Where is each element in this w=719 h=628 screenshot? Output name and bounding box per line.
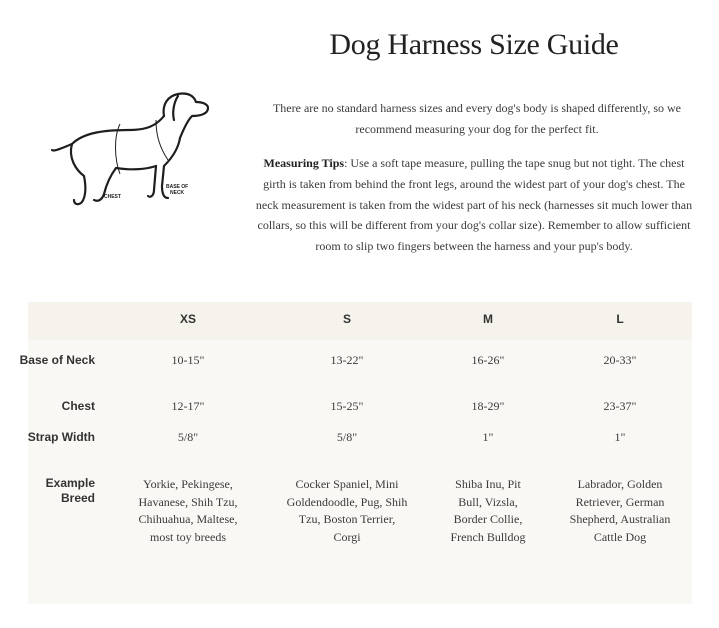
- size-table: [19, 302, 692, 604]
- cell-chest-xs: 12-17": [171, 399, 205, 413]
- row-label-breed: Example Breed: [45, 476, 95, 505]
- cell-breed-l: Labrador, Golden Retriever, German Shepherd, Australian Cattle Dog: [569, 477, 671, 544]
- cell-strap-l: 1": [614, 430, 626, 444]
- col-header-xs: XS: [179, 312, 196, 326]
- cell-neck-s: 13-22": [330, 353, 364, 367]
- page-title: Dog Harness Size Guide: [329, 28, 619, 61]
- cell-strap-s: 5/8": [336, 430, 358, 444]
- dog-measurement-illustration: [44, 86, 216, 226]
- cell-breed-m: Shiba Inu, Pit Bull, Vizsla, Border Collie, French Bulldog: [450, 477, 526, 544]
- tips-label: Measuring Tips: [263, 156, 345, 170]
- cell-chest-s: 15-25": [330, 399, 364, 413]
- col-header-l: L: [616, 312, 624, 326]
- row-label-strap: Strap Width: [27, 430, 95, 444]
- cell-neck-m: 16-26": [471, 353, 505, 367]
- col-header-m: M: [483, 312, 493, 326]
- measuring-tips: [252, 153, 696, 257]
- row-label-chest: Chest: [61, 399, 95, 413]
- cell-neck-l: 20-33": [603, 353, 637, 367]
- cell-breed-xs: Yorkie, Pekingese, Havanese, Shih Tzu, Chihuahua, Maltese, most toy breeds: [138, 477, 238, 544]
- col-header-s: S: [342, 312, 351, 326]
- cell-chest-m: 18-29": [471, 399, 505, 413]
- cell-strap-m: 1": [482, 430, 494, 444]
- neck-label-1: BASE OF: [166, 184, 189, 190]
- cell-neck-xs: 10-15": [171, 353, 205, 367]
- chest-label: CHEST: [104, 194, 121, 200]
- intro-text: There are no standard harness sizes and every dog's body is shaped differently, so we recommend measuring your dog for the perfect fit.: [272, 101, 682, 136]
- row-label-neck: Base of Neck: [19, 353, 95, 367]
- cell-strap-xs: 5/8": [177, 430, 199, 444]
- tips-text: : Use a soft tape measure, pulling the tape snug but not tight. The chest girth is taken from behind the front legs, around the widest part of your dog's chest. The neck measurement is taken from the widest part of his neck (harnesses sit much lower than collars, so this will be different from your dog's collar size). Remember to allow sufficient room to slip two fingers between the harness and your pup's body.: [255, 156, 693, 254]
- table-header: [28, 302, 692, 340]
- cell-chest-l: 23-37": [603, 399, 637, 413]
- cell-breed-s: Cocker Spaniel, Mini Goldendoodle, Pug, Shih Tzu, Boston Terrier, Corgi: [286, 477, 408, 544]
- neck-label-2: NECK: [170, 190, 185, 196]
